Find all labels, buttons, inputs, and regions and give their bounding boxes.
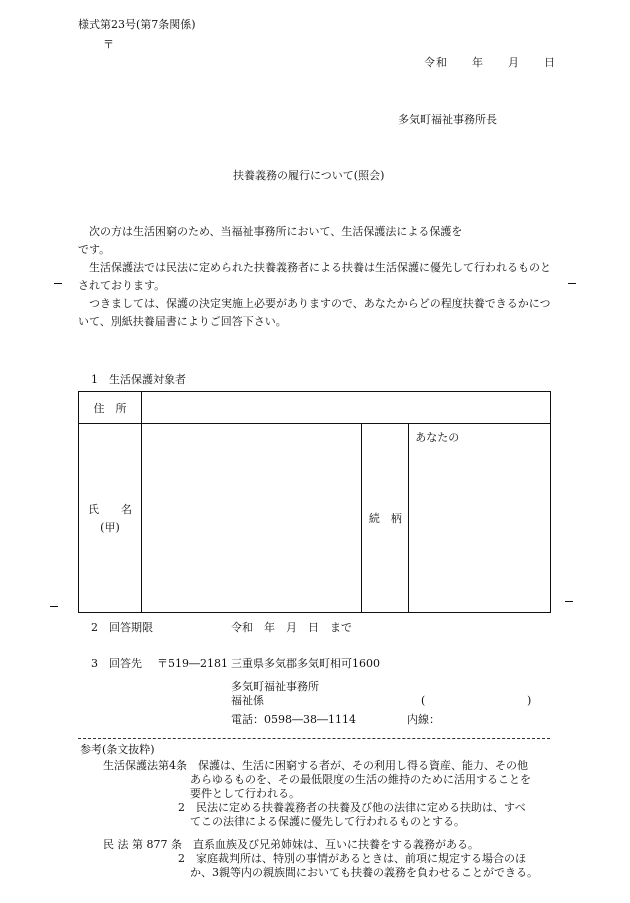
section2-heading: 2 回答期限 bbox=[91, 621, 153, 634]
reference-heading: 参考(条文抜粋) bbox=[80, 743, 155, 756]
paragraph-1: 次の方は生活困窮のため、当福祉事務所において、生活保護法による保護を bbox=[89, 225, 463, 238]
side-mark-right-top bbox=[568, 283, 576, 284]
subject-table bbox=[78, 391, 551, 613]
paren-open: ( bbox=[421, 694, 426, 707]
divider bbox=[78, 738, 550, 739]
name-label: 氏 名 bbox=[87, 503, 132, 516]
reply-extension: 内線： bbox=[407, 713, 440, 726]
law2-p2-line1: 2 家庭裁判所は、特別の事情があるときは、前項に規定する場合のほ bbox=[178, 852, 526, 865]
law1-line2: あらゆるものを、その最低限度の生活の維持のために活用することを bbox=[190, 773, 531, 786]
law1-line1: 生活保護法第4条 保護は、生活に困窮する者が、その利用し得る資産、能力、その他 bbox=[103, 759, 528, 772]
paragraph-1-cont: です。 bbox=[78, 243, 111, 256]
name-label-cell bbox=[79, 424, 142, 613]
law1-p2-line2: てこの法律による保護に優先して行われるものとする。 bbox=[190, 815, 465, 828]
side-mark-right-bottom bbox=[565, 601, 573, 602]
address-field[interactable] bbox=[141, 392, 550, 424]
reply-office: 多気町福祉事務所 bbox=[231, 680, 319, 693]
form-number: 様式第23号(第7条関係) bbox=[78, 18, 196, 31]
paragraph-3: つきましては、保護の決定実施上必要がありますので、あなたからどの程度扶養できるかについて、別紙扶養届書によりご回答下さい。 bbox=[78, 297, 551, 328]
reply-address: 三重県多気郡多気町相可1600 bbox=[231, 657, 380, 670]
date-line: 令和 年 月 日 bbox=[424, 56, 556, 69]
reply-dept: 福祉係 bbox=[231, 694, 264, 707]
answer-deadline: 令和 年 月 日 まで bbox=[231, 621, 352, 634]
sender: 多気町福祉事務所長 bbox=[398, 113, 497, 126]
section1-heading: 1 生活保護対象者 bbox=[91, 373, 186, 386]
reply-phone: 電話：0598―38―1114 bbox=[231, 713, 356, 726]
page-title: 扶養義務の履行について(照会) bbox=[233, 169, 385, 182]
law1-p2-line1: 2 民法に定める扶養義務者の扶養及び他の法律に定める扶助は、すべ bbox=[178, 801, 526, 814]
relation-field[interactable] bbox=[409, 424, 551, 613]
postal-mark: 〒 bbox=[103, 38, 114, 51]
paren-close: ) bbox=[527, 694, 532, 707]
name-field[interactable] bbox=[141, 424, 361, 613]
section3-heading: 3 回答先 bbox=[91, 657, 142, 670]
name-sub-label: (甲) bbox=[100, 521, 120, 534]
law2-line1: 民 法 第 877 条 直系血族及び兄弟姉妹は、互いに扶養をする義務がある。 bbox=[103, 838, 479, 851]
paragraph-2: 生活保護法では民法に定められた扶養義務者による扶養は生活保護に優先して行われるものとされております。 bbox=[78, 261, 551, 292]
law2-p2-line2: か、3親等内の親族間においても扶養の義務を負わせることができる。 bbox=[190, 866, 538, 879]
address-label: 住 所 bbox=[79, 392, 142, 424]
relation-label: 続 柄 bbox=[362, 424, 409, 613]
reply-postal: 〒519―2181 bbox=[157, 657, 228, 670]
relation-value: あなたの bbox=[415, 431, 460, 444]
side-mark-left-bottom bbox=[50, 606, 58, 607]
side-mark-left-top bbox=[54, 283, 62, 284]
law1-line3: 要件として行われる。 bbox=[190, 787, 300, 800]
